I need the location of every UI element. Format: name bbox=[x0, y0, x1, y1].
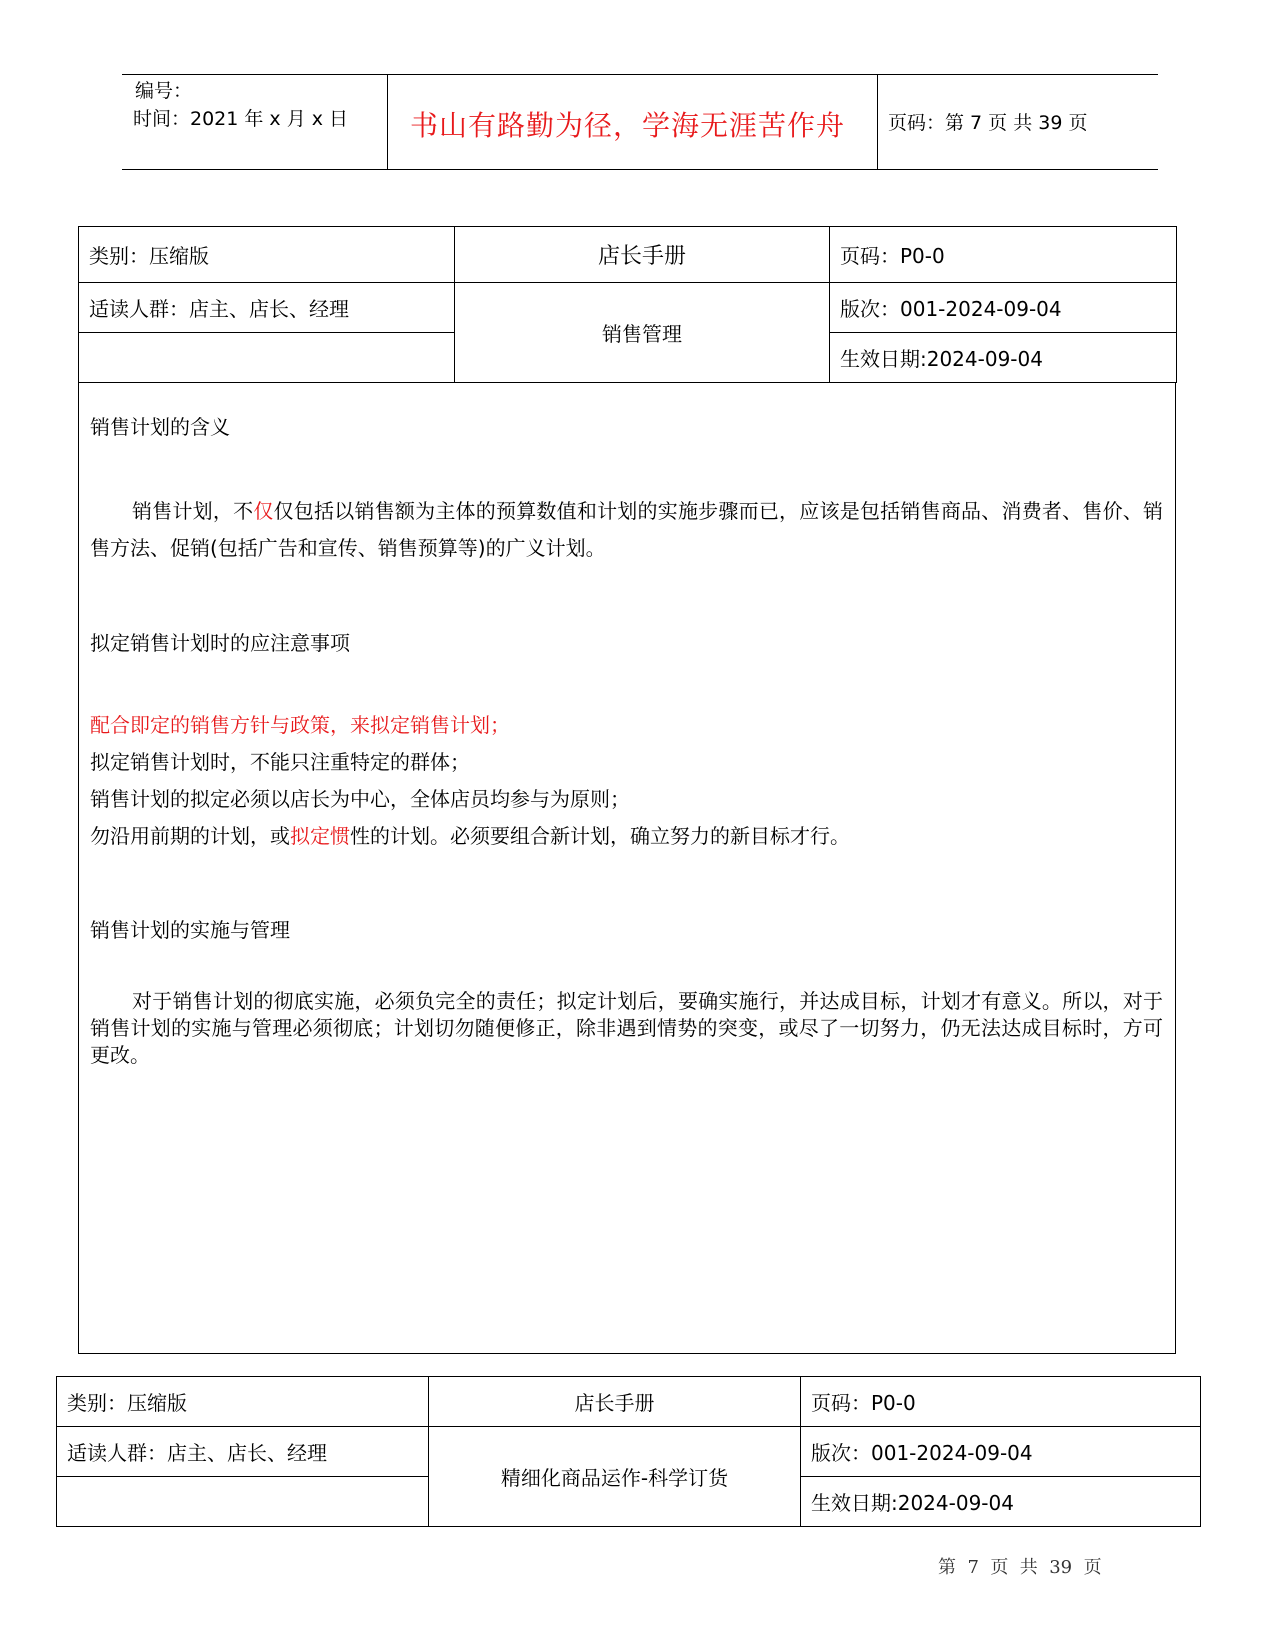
list-item-text: 勿沿用前期的计划，或 bbox=[90, 824, 290, 848]
page-code-cell: 页码：P0-0 bbox=[801, 1377, 1201, 1427]
header-divider-left bbox=[387, 75, 388, 170]
manual-title-cell: 店长手册 bbox=[455, 227, 830, 283]
empty-cell bbox=[57, 1477, 429, 1527]
list-item: 拟定销售计划时，不能只注重特定的群体； bbox=[90, 750, 470, 774]
effective-date-cell: 生效日期:2024-09-04 bbox=[801, 1477, 1201, 1527]
readers-cell: 适读人群：店主、店长、经理 bbox=[79, 283, 455, 333]
document-time-label: 时间：2021 年 x 月 x 日 bbox=[133, 108, 349, 130]
paragraph-text: 销售计划，不 bbox=[132, 499, 254, 523]
document-info-table-2 bbox=[56, 1376, 1201, 1527]
section-heading: 拟定销售计划时的应注意事项 bbox=[90, 631, 350, 655]
category-cell: 类别：压缩版 bbox=[57, 1377, 429, 1427]
topic-cell: 精细化商品运作-科学订货 bbox=[429, 1427, 801, 1527]
topic-cell: 销售管理 bbox=[455, 283, 830, 383]
list-item: 配合即定的销售方针与政策，来拟定销售计划； bbox=[90, 713, 510, 737]
section-heading: 销售计划的实施与管理 bbox=[90, 918, 290, 942]
list-item: 销售计划的拟定必须以店长为中心，全体店员均参与为原则； bbox=[90, 787, 630, 811]
header-top-rule bbox=[122, 74, 1158, 75]
version-cell: 版次：001-2024-09-04 bbox=[801, 1427, 1201, 1477]
header-page-info: 页码：第 7 页 共 39 页 bbox=[888, 112, 1088, 134]
page-code-cell: 页码：P0-0 bbox=[830, 227, 1177, 283]
section-heading: 销售计划的含义 bbox=[90, 415, 230, 439]
paragraph: 对于销售计划的彻底实施，必须负完全的责任；拟定计划后，要确实施行，并达成目标，计划才有意义。所以，对于销售计划的实施与管理必须彻底；计划切勿随便修正，除非遇到情势的突变，或尽了一切努力，仍无法达成目标时，方可更改。 bbox=[90, 989, 1163, 1067]
footer-page-number: 第 7 页 共 39 页 bbox=[938, 1557, 1102, 1578]
list-item bbox=[90, 820, 1163, 849]
manual-title-cell: 店长手册 bbox=[429, 1377, 801, 1427]
header-divider-right bbox=[877, 75, 878, 170]
document-info-table bbox=[78, 226, 1177, 383]
document-number-label: 编号： bbox=[135, 80, 193, 102]
paragraph bbox=[90, 493, 1163, 567]
header-bottom-rule bbox=[122, 169, 1158, 170]
readers-cell: 适读人群：店主、店长、经理 bbox=[57, 1427, 429, 1477]
highlighted-text: 仅 bbox=[253, 499, 274, 523]
list-item-text: 性的计划。必须要组合新计划，确立努力的新目标才行。 bbox=[350, 824, 850, 848]
content-box bbox=[78, 383, 1176, 1354]
effective-date-cell: 生效日期:2024-09-04 bbox=[830, 333, 1177, 383]
paragraph-text: 仅包括以销售额为主体的预算数值和计划的实施步骤而已，应该是包括销售商品、消费者、售价、销售方法、促销(包括广告和宣传、销售预算等)的广义计划。 bbox=[90, 499, 1164, 560]
version-cell: 版次：001-2024-09-04 bbox=[830, 283, 1177, 333]
category-cell: 类别：压缩版 bbox=[79, 227, 455, 283]
highlighted-text: 拟定惯 bbox=[290, 824, 350, 848]
empty-cell bbox=[79, 333, 455, 383]
header-motto: 书山有路勤为径，学海无涯苦作舟 bbox=[410, 109, 846, 142]
